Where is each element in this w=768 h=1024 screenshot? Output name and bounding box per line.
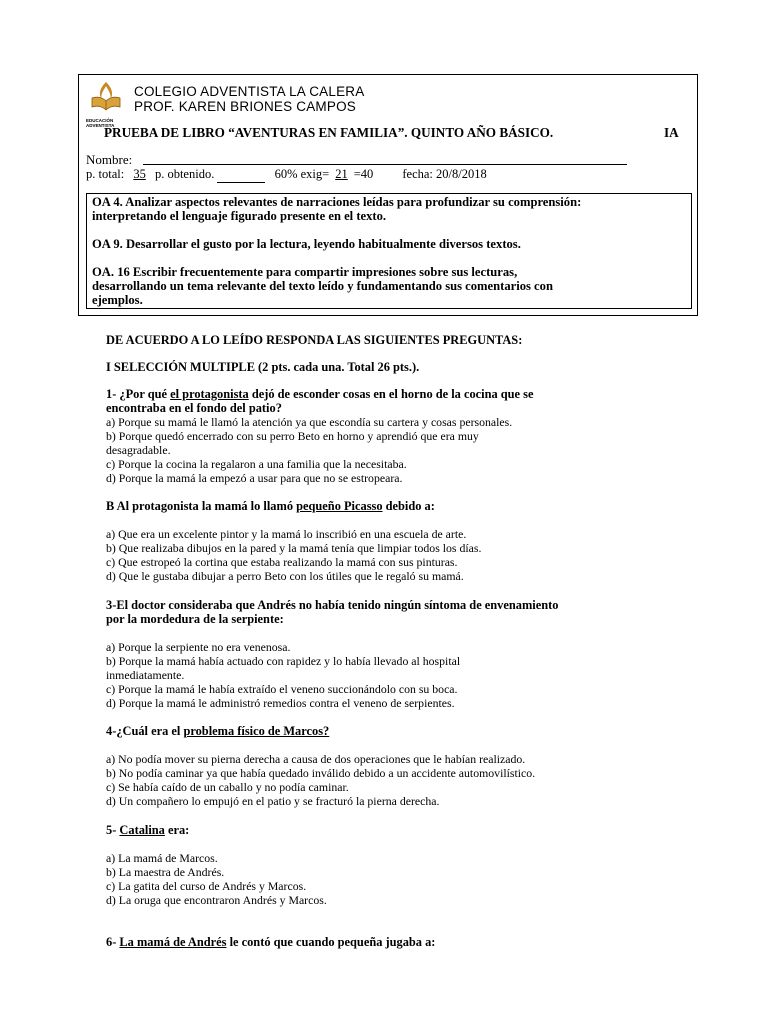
q1-option-c[interactable]: c) Porque la cocina la regalaron a una familia que la necesitaba. [106,457,407,471]
oa16-line3: ejemplos. [92,293,143,307]
q4-option-b[interactable]: b) No podía caminar ya que había quedado inválido debido a un accidente automovilístico. [106,766,536,780]
q5-option-d[interactable]: d) La oruga que encontraron Andrés y Marcos. [106,893,327,907]
exig-value: 21 [335,167,348,181]
logo-caption-2: ADVENTISTA [86,123,115,128]
instructions: DE ACUERDO A LO LEÍDO RESPONDA LAS SIGUIENTES PREGUNTAS: [106,333,523,347]
oa4-line2: interpretando el lenguaje figurado presente en el texto. [92,209,387,223]
q1-pre: 1- ¿Por qué [106,387,171,401]
question-3-line2: por la mordedura de la serpiente: [106,612,284,626]
q1-option-a[interactable]: a) Porque su mamá le llamó la atención ya que escondía su cartera y cosas personales. [106,415,513,429]
question-1-line2: encontraba en el fondo del patio? [106,401,282,415]
q5-pre: 5- [106,823,120,837]
question-5 [106,823,189,838]
exig-label: 60% exig= [274,167,330,181]
school-name: COLEGIO ADVENTISTA LA CALERA [134,84,365,99]
q6-pre: 6- [106,935,120,949]
obtained-field[interactable] [217,167,265,183]
name-field[interactable] [143,164,627,165]
q2-option-b[interactable]: b) Que realizaba dibujos en la pared y la mamá tenía que limpiar todos los días. [106,541,482,555]
logo-caption-1: EDUCACIÓN [86,118,114,123]
q3-option-d[interactable]: d) Porque la mamá le administró remedios contra el veneno de serpientes. [106,696,455,710]
q5-option-a[interactable]: a) La mamá de Marcos. [106,851,218,865]
q4-option-d[interactable]: d) Un compañero lo empujó en el patio y se fracturó la pierna derecha. [106,794,440,808]
q5-post: era: [164,823,190,837]
oa9-line1: OA 9. Desarrollar el gusto por la lectura, leyendo habitualmente diversos textos. [92,237,521,251]
q4-option-c[interactable]: c) Se había caído de un caballo y no podía caminar. [106,780,349,794]
obtained-label: p. obtenido. [154,167,215,181]
question-6 [106,935,435,950]
school-logo [86,80,126,120]
q5-catalina: Catalina [119,823,165,837]
q5-option-b[interactable]: b) La maestra de Andrés. [106,865,225,879]
q2-post: debido a: [382,499,435,513]
date: fecha: 20/8/2018 [402,167,487,181]
q6-andres-mom: La mamá de Andrés [119,935,227,949]
name-label: Nombre: [86,152,133,167]
question-1 [106,387,533,402]
exig-suffix: =40 [353,167,374,181]
teacher-name: PROF. KAREN BRIONES CAMPOS [134,99,356,114]
q1-option-d[interactable]: d) Porque la mamá la empezó a usar para que no se estropeara. [106,471,403,485]
q3-option-a[interactable]: a) Porque la serpiente no era venenosa. [106,640,291,654]
q3-option-c[interactable]: c) Porque la mamá le había extraído el veneno succionándolo con su boca. [106,682,458,696]
q1-post: dejó de esconder cosas en el horno de la cocina que se [248,387,534,401]
test-title: PRUEBA DE LIBRO “AVENTURAS EN FAMILIA”. QUINTO AÑO BÁSICO. [104,125,554,140]
score-row [86,167,487,183]
q2-pre: B Al protagonista la mamá lo llamó [106,499,297,513]
q1-option-b[interactable]: b) Porque quedó encerrado con su perro Beto en horno y aprendió que era muy [106,429,479,443]
question-2 [106,499,435,514]
q1-option-b-cont: desagradable. [106,443,171,457]
q4-physical-problem: problema físico de Marcos? [183,724,330,738]
q4-option-a[interactable]: a) No podía mover su pierna derecha a causa de dos operaciones que le habían realizado. [106,752,526,766]
q1-protagonist: el protagonista [170,387,249,401]
oa16-line2: desarrollando un tema relevante del texto leído y fundamentando sus comentarios con [92,279,553,293]
oa4-line1: OA 4. Analizar aspectos relevantes de narraciones leídas para profundizar su comprensión: [92,195,582,209]
q2-option-c[interactable]: c) Que estropeó la cortina que estaba realizando la mamá con sus pinturas. [106,555,458,569]
q3-option-b[interactable]: b) Porque la mamá había actuado con rapidez y lo había llevado al hospital [106,654,461,668]
test-code: IA [664,125,679,140]
q4-pre: 4-¿Cuál era el [106,724,184,738]
q6-post: le contó que cuando pequeña jugaba a: [226,935,436,949]
q2-picasso: pequeño Picasso [296,499,383,513]
objectives-box [86,193,692,309]
question-3: 3-El doctor consideraba que Andrés no había tenido ningún síntoma de envenamiento [106,598,559,612]
q2-option-a[interactable]: a) Que era un excelente pintor y la mamá lo inscribió en una escuela de arte. [106,527,467,541]
q3-option-b-cont: inmediatamente. [106,668,185,682]
question-4 [106,724,329,739]
section-title: I SELECCIÓN MULTIPLE (2 pts. cada una. Total 26 pts.). [106,360,420,374]
q2-option-d[interactable]: d) Que le gustaba dibujar a perro Beto con los útiles que le regaló su mamá. [106,569,464,583]
q5-option-c[interactable]: c) La gatita del curso de Andrés y Marcos. [106,879,307,893]
total-label: p. total: [86,167,125,181]
flame-book-icon [86,80,126,120]
oa16-line1: OA. 16 Escribir frecuentemente para compartir impresiones sobre sus lecturas, [92,265,518,279]
total-value: 35 [133,167,146,181]
